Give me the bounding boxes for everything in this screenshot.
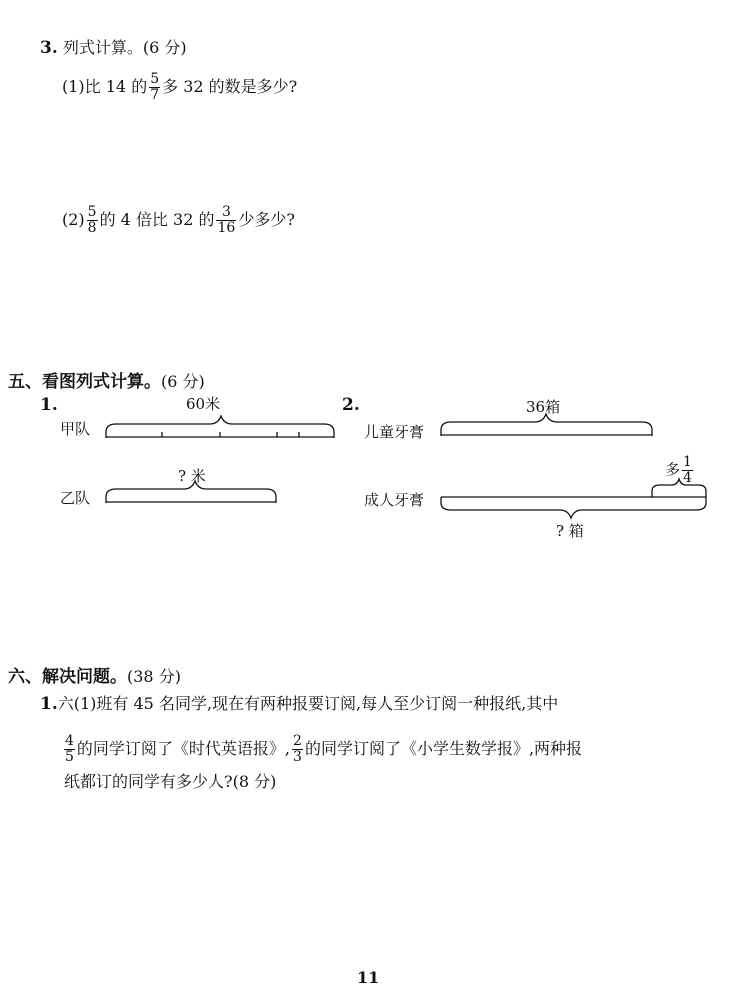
page-number: 11 [357, 968, 380, 987]
figure-1-total-label: 60米 [186, 395, 221, 413]
question-3-score: (6 分) [142, 38, 187, 57]
figure-1-row-2-label: 乙队 [60, 489, 91, 507]
fraction-denominator: 16 [217, 220, 236, 236]
fraction-denominator: 4 [683, 470, 692, 486]
part-2-text-c: 少多少? [238, 210, 295, 229]
section-6-title: 六、解决问题。 [8, 667, 127, 687]
figure-2-row-2-label: 成人牙膏 [364, 491, 425, 509]
problem-1-text-2b: 的同学订阅了《小学生数学报》,两种报 [304, 739, 583, 758]
fraction-numerator: 2 [293, 733, 302, 749]
section-6-heading [8, 662, 181, 687]
fraction-denominator: 7 [150, 87, 160, 103]
figure-2-unknown-label: ? 箱 [556, 522, 584, 540]
section-5-title: 五、看图列式计算。 [8, 372, 161, 392]
problem-1-text-1: 六(1)班有 45 名同学,现在有两种报要订阅,每人至少订阅一种报纸,其中 [57, 694, 559, 713]
question-3-title: 列式计算。 [62, 38, 143, 57]
part-2-text-a: (2) [62, 210, 85, 229]
fraction-numerator: 3 [221, 204, 231, 220]
question-3-number: 3. [40, 38, 58, 58]
extra-text: 多 [665, 460, 681, 479]
section-5-score: (6 分) [161, 372, 205, 391]
fraction-numerator: 4 [65, 733, 74, 749]
figure-1-number: 1. [40, 395, 58, 415]
part-1-text-a: (1)比 14 的 [62, 77, 148, 96]
problem-1-number: 1. [40, 694, 58, 714]
problem-1-line-3: 纸都订的同学有多少人?(8 分) [64, 772, 277, 791]
figure-2-extra-brace [652, 479, 706, 497]
part-1-text-b: 多 32 的数是多少? [162, 77, 298, 96]
fraction-numerator: 5 [150, 71, 160, 87]
section-6-score: (38 分) [127, 667, 181, 686]
fraction-numerator: 5 [87, 204, 97, 220]
figure-1-row-2-unknown-label: ? 米 [178, 467, 206, 485]
fraction-2-3 [292, 734, 303, 765]
fraction-denominator: 8 [87, 220, 97, 236]
figure-2-top-brace [441, 414, 652, 436]
fraction-numerator: 1 [683, 454, 692, 470]
problem-1-line-2 [62, 734, 582, 765]
part-2-text-b: 的 4 倍比 32 的 [99, 210, 215, 229]
figure-1-row-2-brace [106, 481, 276, 503]
figure-2-number: 2. [342, 395, 360, 415]
fraction-4-5 [64, 734, 75, 765]
figure-1-row-1-label: 甲队 [60, 420, 91, 438]
figure-2-total-label: 36箱 [526, 398, 561, 416]
fraction-denominator: 3 [293, 749, 302, 765]
figure-2-row-1-label: 儿童牙膏 [364, 423, 425, 441]
problem-1-line-1 [40, 694, 558, 714]
problem-1-text-2a: 的同学订阅了《时代英语报》, [76, 739, 291, 758]
figure-2-bottom-brace [441, 497, 706, 518]
fraction-denominator: 5 [65, 749, 74, 765]
